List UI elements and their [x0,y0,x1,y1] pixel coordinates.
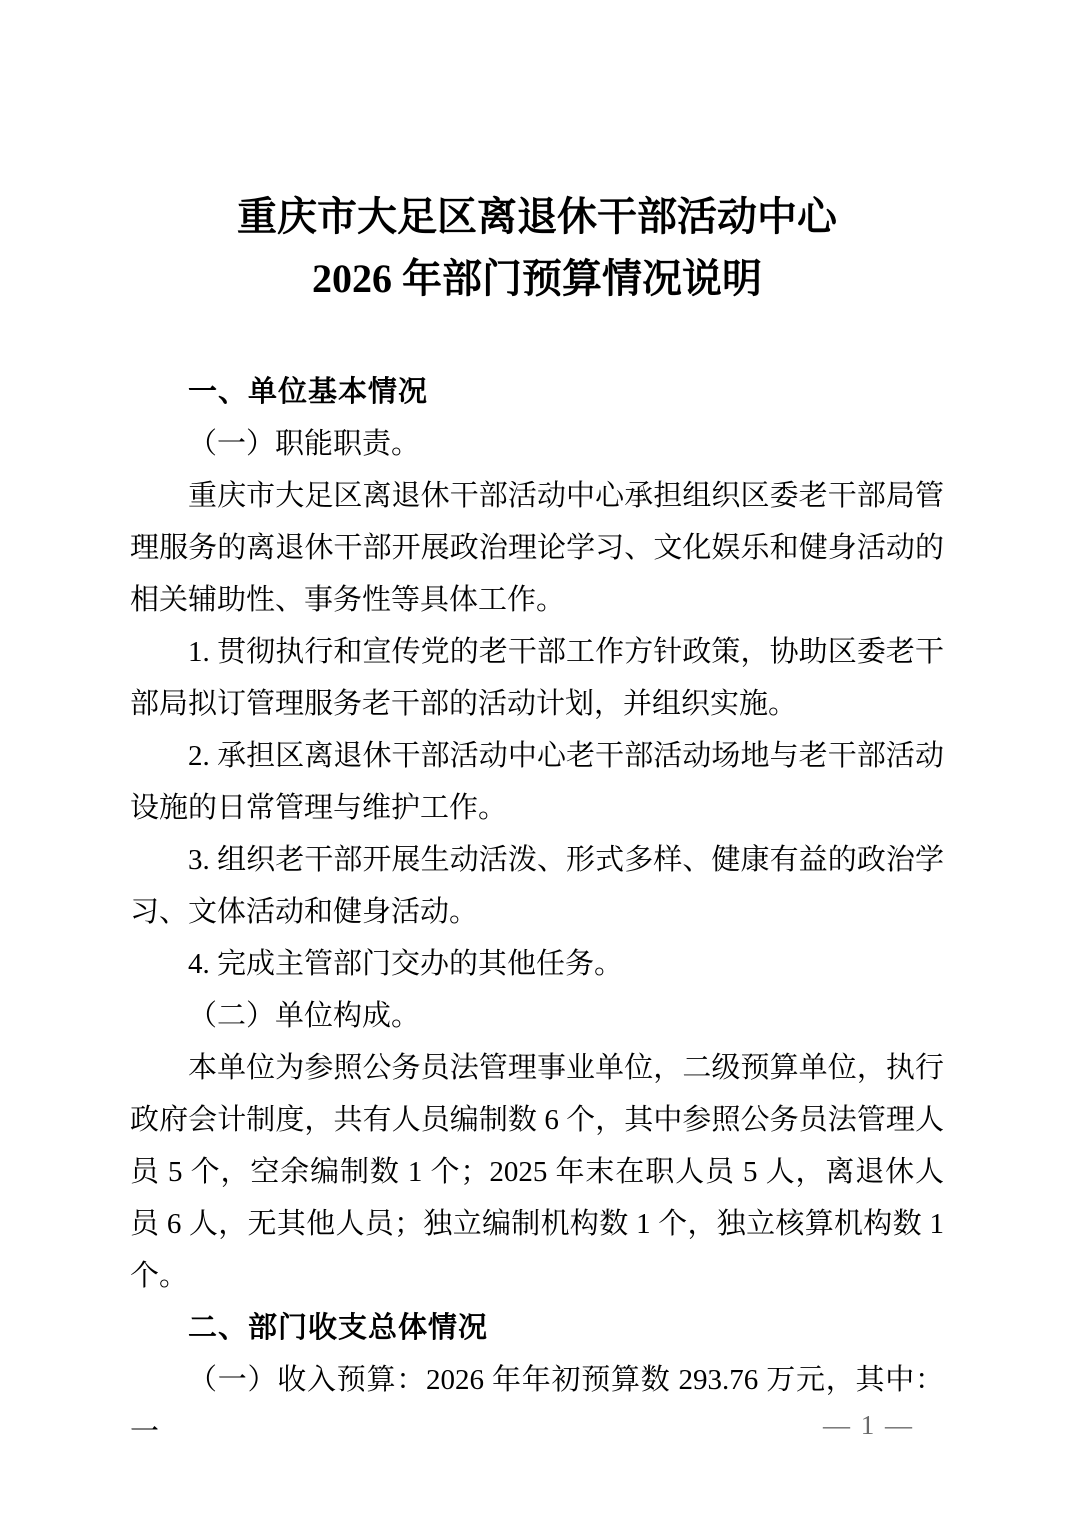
subsection-heading-1-2: （二）单位构成。 [188,1000,421,1032]
paragraph-duties-intro: 重庆市大足区离退休干部活动中心承担组织区委老干部局管理服务的离退休干部开展政治理论学习、文化娱乐和健身活动的相关辅助性、事务性等具体工作。 [130,480,944,616]
document-title-line2: 2026 年部门预算情况说明 [312,256,762,301]
document-title-line1: 重庆市大足区离退休干部活动中心 [237,194,837,239]
document-body [130,366,944,1458]
subsection-heading-1-1: （一）职能职责。 [188,428,421,460]
paragraph-duty-2: 2. 承担区离退休干部活动中心老干部活动场地与老干部活动设施的日常管理与维护工作。 [130,740,944,824]
paragraph-duty-4: 4. 完成主管部门交办的其他任务。 [188,948,624,980]
section-heading-2: 二、部门收支总体情况 [188,1312,489,1344]
document-content [130,0,944,1458]
paragraph-unit-makeup: 本单位为参照公务员法管理事业单位，二级预算单位，执行政府会计制度，共有人员编制数 6 个，其中参照公务员法管理人员 5 个，空余编制数 1 个；2025 年末在职人员 5 人，离退休人员 6 人，无其他人员；独立编制机构数 1 个，独立核算机构数 1 个。 [130,1052,944,1292]
paragraph-duty-1: 1. 贯彻执行和宣传党的老干部工作方针政策，协助区委老干部局拟订管理服务老干部的活动计划，并组织实施。 [130,636,944,720]
page-number: — 1 — [823,1410,914,1440]
section-heading-1: 一、单位基本情况 [188,376,429,408]
document-title [130,0,944,310]
paragraph-duty-3: 3. 组织老干部开展生动活泼、形式多样、健康有益的政治学习、文体活动和健身活动。 [130,844,944,928]
paragraph-income-budget: （一）收入预算：2026 年年初预算数 293.76 万元，其中：一 [130,1364,944,1448]
